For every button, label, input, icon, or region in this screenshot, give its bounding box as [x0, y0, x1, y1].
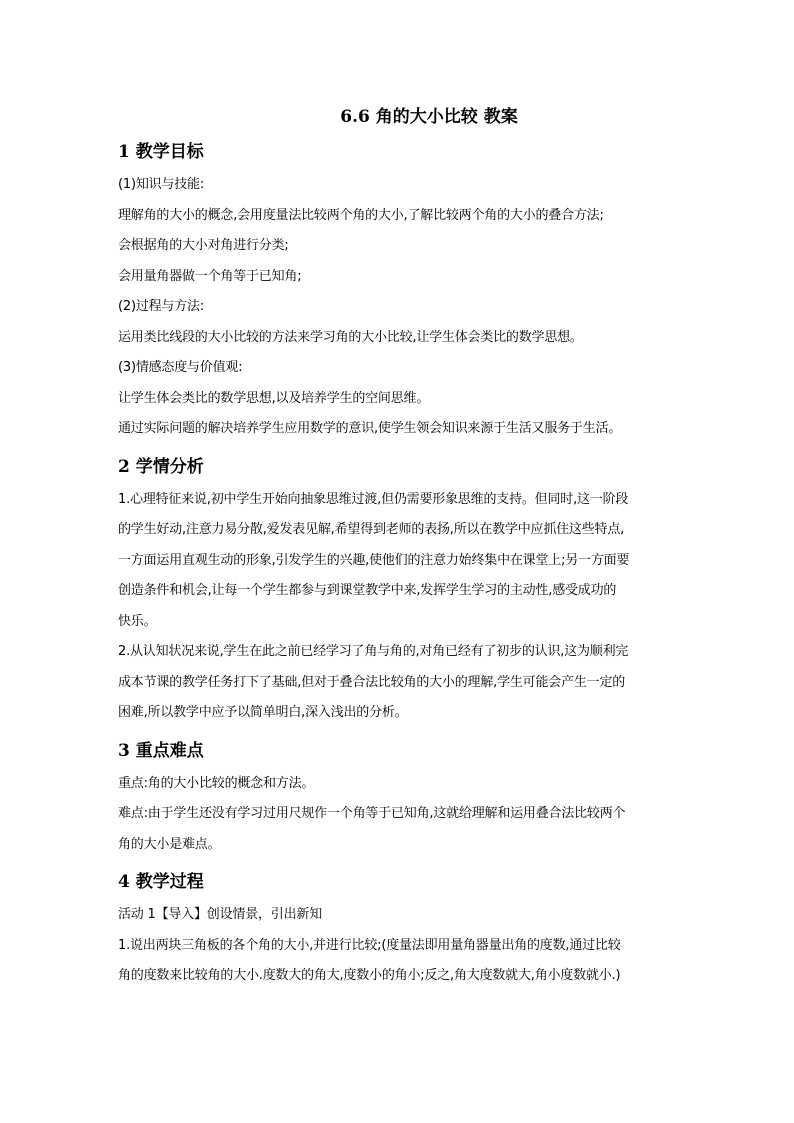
- paragraph: 1.心理特征来说,初中学生开始向抽象思维过渡,但仍需要形象思维的支持。但同时,这一阶段: [118, 491, 629, 507]
- paragraph: 理解角的大小的概念,会用度量法比较两个角的大小,了解比较两个角的大小的叠合方法;: [118, 207, 604, 223]
- paragraph: (1)知识与技能:: [118, 177, 204, 192]
- section-heading: 3 重点难点: [118, 740, 204, 761]
- paragraph: 困难,所以教学中应予以简单明白,深入浅出的分析。: [118, 705, 408, 720]
- paragraph: 运用类比线段的大小比较的方法来学习角的大小比较,让学生体会类比的数学思想。: [118, 329, 583, 345]
- document-page: [118, 104, 678, 992]
- paragraph: 1.说出两块三角板的各个角的大小,并进行比较;(度量法即用量角器量出角的度数,通过比较: [118, 937, 621, 953]
- section-heading: 2 学情分析: [118, 456, 204, 477]
- paragraph: 通过实际问题的解决培养学生应用数学的意识,使学生领会知识来源于生活又服务于生活。: [118, 421, 622, 436]
- paragraph: 会根据角的大小对角进行分类;: [118, 238, 289, 253]
- section-teaching-process: [118, 870, 678, 992]
- paragraph: 重点:角的大小比较的概念和方法。: [118, 775, 315, 791]
- paragraph: 会用量角器做一个角等于已知角;: [118, 268, 302, 284]
- paragraph: 快乐。: [118, 613, 157, 629]
- section-teaching-objectives: [118, 140, 678, 445]
- paragraph: 成本节课的教学任务打下了基础,但对于叠合法比较角的大小的理解,学生可能会产生一定的: [118, 674, 626, 690]
- section-student-analysis: [118, 455, 678, 729]
- paragraph: 创造条件和机会,让每一个学生都参与到课堂教学中来,发挥学生学习的主动性,感受成功的: [118, 583, 617, 598]
- paragraph: 角的大小是难点。: [118, 836, 221, 852]
- paragraph: 让学生体会类比的数学思想,以及培养学生的空间思维。: [118, 390, 430, 406]
- paragraph: 活动 1【导入】创设情景，引出新知: [118, 907, 323, 922]
- paragraph: (2)过程与方法:: [118, 299, 204, 314]
- section-heading: 4 教学过程: [118, 872, 204, 892]
- document-title: 6.6 角的大小比较 教案: [340, 107, 518, 127]
- paragraph: 2.从认知状况来说,学生在此之前已经学习了角与角的,对角已经有了初步的认识,这为顺利完: [118, 644, 629, 659]
- paragraph: (3)情感态度与价值观:: [118, 360, 243, 375]
- paragraph: 角的度数来比较角的大小.度数大的角大,度数小的角小;反之,角大度数就大,角小度数就小.): [118, 968, 621, 983]
- section-key-difficult-points: [118, 739, 678, 861]
- paragraph: 难点:由于学生还没有学习过用尺规作一个角等于已知角,这就给理解和运用叠合法比较两个: [118, 806, 626, 821]
- paragraph: 一方面运用直观生动的形象,引发学生的兴趣,使他们的注意力始终集中在课堂上;另一方面要: [118, 552, 630, 568]
- paragraph: 的学生好动,注意力易分散,爱发表见解,希望得到老师的表扬,所以在教学中应抓住这些特点,: [118, 522, 625, 537]
- section-heading: 1 教学目标: [118, 142, 204, 162]
